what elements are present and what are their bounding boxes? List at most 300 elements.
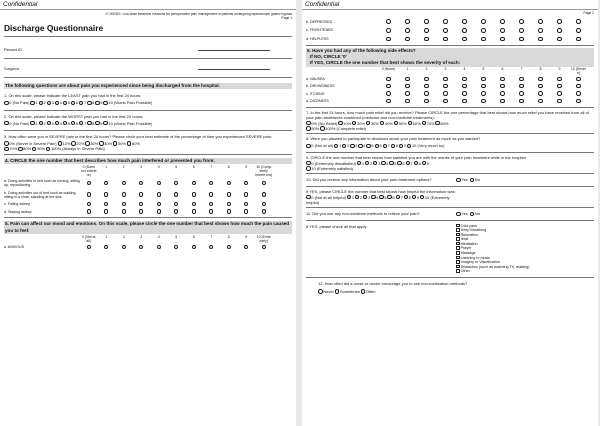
q4-radio[interactable] — [104, 181, 108, 185]
surgeon-input[interactable] — [198, 67, 270, 70]
q6-row-label-0: a. NAUSEA — [306, 76, 325, 81]
q7-label-0: 0% (No Relief) — [311, 120, 338, 126]
q5-cont-radio[interactable] — [462, 28, 466, 32]
q6-radio[interactable] — [462, 77, 466, 81]
q8-radio-1[interactable] — [334, 144, 338, 148]
q12-radio-1[interactable] — [335, 289, 339, 293]
q1-label-6: 6 — [75, 100, 79, 106]
q3-radio-6[interactable] — [127, 141, 131, 145]
q8-options[interactable] — [306, 143, 594, 149]
confidential-header: Confidential — [0, 0, 296, 10]
q10b-radio-1[interactable] — [347, 195, 351, 199]
q4-radio[interactable] — [209, 202, 213, 206]
checkbox[interactable] — [456, 242, 460, 246]
q1-radio-4[interactable] — [55, 101, 59, 105]
q5-cont-cell — [531, 19, 550, 24]
q6-radio[interactable] — [538, 84, 542, 88]
q5-cont-cell — [436, 28, 455, 33]
q1-radio-2[interactable] — [39, 101, 43, 105]
q5-cont-radio[interactable] — [576, 28, 580, 32]
q10b-text: If YES, please CIRCLE the number that best shows how helpful the information was: — [306, 188, 456, 194]
checkbox[interactable] — [456, 228, 460, 232]
checkbox[interactable] — [456, 269, 460, 273]
q5-radio[interactable] — [139, 245, 143, 249]
q4-cell — [98, 202, 116, 207]
q6-radio[interactable] — [519, 99, 523, 103]
q3-radio-1[interactable] — [58, 141, 62, 145]
q6-radio[interactable] — [538, 91, 542, 95]
q4-col-header-3: 3 — [140, 164, 143, 169]
q10b-label-7: 7 — [400, 194, 403, 200]
q11b-row — [306, 224, 594, 274]
q4-radio[interactable] — [174, 192, 178, 196]
q4-radio[interactable] — [174, 209, 178, 213]
q5-cont-cell — [455, 19, 474, 24]
q6-radio[interactable] — [481, 77, 485, 81]
q11-text: 11. Did you use any non-medicine methods to relieve your pain? — [306, 211, 420, 217]
q5-cont-cell — [455, 28, 474, 33]
q5-cont-radio[interactable] — [424, 19, 428, 23]
q8-radio-10[interactable] — [407, 144, 411, 148]
q6-col-header-10: 10 (Sever e) — [570, 66, 587, 75]
q5-cont-radio[interactable] — [557, 19, 561, 23]
q7-label-6: 60% — [412, 120, 421, 126]
q4-radio[interactable] — [227, 181, 231, 185]
q5-radio[interactable] — [104, 245, 108, 249]
q9-radio-7[interactable] — [406, 161, 410, 165]
q2-label-9: 9 — [100, 120, 103, 126]
q5-cont-cell — [512, 37, 531, 42]
q6-radio[interactable] — [576, 77, 580, 81]
q5-cont-radio[interactable] — [538, 28, 542, 32]
q4-radio[interactable] — [209, 181, 213, 185]
q5-col-header-10: 10 (Extre mely) — [256, 234, 271, 243]
q5-radio[interactable] — [122, 245, 126, 249]
q4-row-label-0: a. Doing activities in bed such as turning, sitting up, repositioning — [4, 178, 80, 188]
q7b-radio-1[interactable] — [320, 126, 324, 130]
q6-cell — [379, 77, 398, 82]
q2-label-5: 5 — [67, 120, 71, 126]
q5-radio[interactable] — [227, 245, 231, 249]
q4-radio[interactable] — [192, 181, 196, 185]
q4-cell — [220, 181, 238, 186]
q9-label-9: 9 — [426, 160, 429, 166]
q9-radio-4[interactable] — [381, 161, 385, 165]
q4-radio[interactable] — [87, 181, 91, 185]
q11b-checkboxes[interactable] — [456, 224, 529, 274]
q5-cont-radio[interactable] — [557, 37, 561, 41]
q8-label-8: 8 — [395, 143, 398, 149]
q9-radio-2[interactable] — [365, 161, 369, 165]
q10b-radio-10[interactable] — [420, 195, 424, 199]
q5-cont-cell — [379, 28, 398, 33]
q4-radio[interactable] — [87, 202, 91, 206]
q6-radio[interactable] — [519, 77, 523, 81]
q4-radio[interactable] — [122, 202, 126, 206]
q4-radio[interactable] — [192, 202, 196, 206]
q4-col-header-2: 2 — [122, 164, 125, 169]
q1-options[interactable] — [4, 100, 292, 106]
q4-radio[interactable] — [262, 209, 266, 213]
q6-radio[interactable] — [557, 84, 561, 88]
q4-radio[interactable] — [244, 209, 248, 213]
q5-cont-radio[interactable] — [386, 37, 390, 41]
q4-radio[interactable] — [244, 192, 248, 196]
q6-radio[interactable] — [424, 91, 428, 95]
checkbox[interactable] — [456, 251, 460, 255]
study-title: 17-000301: Low-dose ketamine infusions for perioperative pain management in patients undergoing laparoscopic gastric bypass — [105, 12, 292, 16]
q6-radio[interactable] — [386, 99, 390, 103]
q7-radio-5[interactable] — [394, 121, 398, 125]
q6-radio[interactable] — [405, 84, 409, 88]
q5-cont-radio[interactable] — [500, 19, 504, 23]
q4-radio[interactable] — [157, 209, 161, 213]
q4-radio[interactable] — [174, 202, 178, 206]
q6-radio[interactable] — [443, 91, 447, 95]
q6-cell — [493, 99, 512, 104]
q5-cont-radio[interactable] — [576, 19, 580, 23]
q5-cont-radio[interactable] — [405, 37, 409, 41]
q7-label-5: 50% — [398, 120, 407, 126]
q4-radio[interactable] — [122, 209, 126, 213]
q6-radio[interactable] — [462, 99, 466, 103]
q4-radio[interactable] — [227, 209, 231, 213]
q9-radio-8[interactable] — [414, 161, 418, 165]
q4-cell — [220, 202, 238, 207]
q6-radio[interactable] — [519, 84, 523, 88]
q5-cont-radio[interactable] — [538, 37, 542, 41]
q11b-option-label: Cold pack — [460, 223, 477, 228]
q6-radio[interactable] — [405, 91, 409, 95]
checkbox[interactable] — [456, 260, 460, 264]
q7-label-7: 70% — [426, 120, 435, 126]
q5-radio[interactable] — [244, 245, 248, 249]
q2-radio-8[interactable] — [87, 121, 91, 125]
q4-radio[interactable] — [122, 181, 126, 185]
q5-cont-radio[interactable] — [538, 19, 542, 23]
q5-row-label-0: a. ANXIOUS — [4, 245, 24, 250]
q9-radio-3[interactable] — [373, 161, 377, 165]
q6-if-yes: If YES, CIRCLE the one number that best shows the severity of each: — [310, 60, 461, 66]
q6-cell — [493, 77, 512, 82]
q10b-radio-2[interactable] — [355, 195, 359, 199]
q6-radio[interactable] — [386, 91, 390, 95]
q5-cont-radio[interactable] — [500, 28, 504, 32]
q4-radio[interactable] — [262, 192, 266, 196]
q5-cont-cell — [531, 28, 550, 33]
q5-cont-radio[interactable] — [576, 37, 580, 41]
q5-cont-radio[interactable] — [519, 37, 523, 41]
q4-cell — [238, 181, 256, 186]
q2-radio-4[interactable] — [55, 121, 59, 125]
q8-radio-2[interactable] — [342, 144, 346, 148]
q1-label-2: 2 — [43, 100, 46, 106]
q6-col-header-4: 4 — [463, 66, 466, 71]
q6-radio[interactable] — [557, 77, 561, 81]
q6-radio[interactable] — [443, 99, 447, 103]
q4-radio[interactable] — [122, 192, 126, 196]
record-id-field[interactable] — [4, 47, 292, 52]
q4-col-header-7: 7 — [210, 164, 213, 169]
q6-radio[interactable] — [500, 99, 504, 103]
q3b-radio-1[interactable] — [18, 147, 22, 151]
q1-radio-7[interactable] — [79, 101, 83, 105]
q9b-label-0: 10 (Extremely satisfied) — [311, 166, 354, 172]
q7-radio-4[interactable] — [380, 121, 384, 125]
q12-radio-2[interactable] — [361, 289, 365, 293]
q3-radio-5[interactable] — [113, 141, 117, 145]
q5-cont-radio[interactable] — [481, 28, 485, 32]
q5-cont-radio[interactable] — [443, 28, 447, 32]
q7-radio-2[interactable] — [352, 121, 356, 125]
q9-label-1: 1 — [361, 160, 365, 166]
q10b-radio-8[interactable] — [404, 195, 408, 199]
q10b-radio-9[interactable] — [412, 195, 416, 199]
q6-radio[interactable] — [538, 99, 542, 103]
q6-radio[interactable] — [424, 77, 428, 81]
q5-cont-radio[interactable] — [424, 37, 428, 41]
q7-options-b[interactable] — [306, 126, 594, 131]
q5-cont-cell — [493, 37, 512, 42]
q4-radio[interactable] — [244, 181, 248, 185]
q10-options[interactable]: Yes No — [456, 177, 481, 183]
q4-radio[interactable] — [139, 202, 143, 206]
q6-cell — [455, 91, 474, 96]
q2-options[interactable] — [4, 121, 292, 127]
q8-radio-6[interactable] — [375, 144, 379, 148]
q4-cell — [115, 209, 133, 214]
q6-radio[interactable] — [462, 91, 466, 95]
q6-cell — [474, 91, 493, 96]
q6-col-header-7: 7 — [520, 66, 523, 71]
q6-cell — [436, 91, 455, 96]
q10b-radio-4[interactable] — [371, 195, 375, 199]
q3-options-b[interactable] — [4, 146, 292, 151]
q1-radio-5[interactable] — [63, 101, 67, 105]
q4-cell — [238, 192, 256, 197]
q5-cont-radio[interactable] — [405, 28, 409, 32]
q5-col-header-9: 9 — [245, 234, 248, 239]
q5-cont-radio[interactable] — [500, 37, 504, 41]
q2-radio-9[interactable] — [95, 121, 99, 125]
q4-radio[interactable] — [209, 192, 213, 196]
checkbox[interactable] — [456, 233, 460, 237]
q5-radio[interactable] — [174, 245, 178, 249]
q4-radio[interactable] — [192, 209, 196, 213]
q2-radio-7[interactable] — [79, 121, 83, 125]
q1-radio-6[interactable] — [71, 101, 75, 105]
q8-radio-3[interactable] — [350, 144, 354, 148]
q5-cont-radio[interactable] — [386, 19, 390, 23]
checkbox[interactable] — [456, 224, 460, 228]
q5-cont-cell — [436, 37, 455, 42]
q6-radio[interactable] — [557, 99, 561, 103]
surgeon-field[interactable] — [4, 66, 292, 71]
q6-radio[interactable] — [386, 84, 390, 88]
q5-cont-radio[interactable] — [519, 19, 523, 23]
q6-radio[interactable] — [557, 91, 561, 95]
q5-cont-radio[interactable] — [519, 28, 523, 32]
q5-cont-radio[interactable] — [405, 19, 409, 23]
checkbox[interactable] — [456, 256, 460, 260]
q5-cont-radio[interactable] — [443, 37, 447, 41]
q5-col-header-5: 5 — [175, 234, 178, 239]
q11b-option-10[interactable] — [456, 269, 529, 274]
q5-cont-radio[interactable] — [462, 37, 466, 41]
q6-radio[interactable] — [576, 84, 580, 88]
q6-radio[interactable] — [443, 77, 447, 81]
q4-radio[interactable] — [139, 181, 143, 185]
q4-cell — [185, 202, 203, 207]
q6-radio[interactable] — [481, 99, 485, 103]
q7-radio-7[interactable] — [422, 121, 426, 125]
q6-radio[interactable] — [500, 77, 504, 81]
q7-label-1: 10% — [343, 120, 352, 126]
q10b-radio-7[interactable] — [396, 195, 400, 199]
q1-label-9: 9 — [100, 100, 103, 106]
q4-radio[interactable] — [227, 192, 231, 196]
q4-radio[interactable] — [87, 209, 91, 213]
q11b-option-label: Imagery or Visualization — [460, 260, 500, 265]
q8-radio-8[interactable] — [391, 144, 395, 148]
q7-radio-1[interactable] — [338, 121, 342, 125]
q4-cell — [80, 181, 98, 186]
q8-radio-9[interactable] — [399, 144, 403, 148]
q5-radio[interactable] — [192, 245, 196, 249]
q5-radio[interactable] — [87, 245, 91, 249]
q5-cont-cell — [512, 19, 531, 24]
q2-radio-2[interactable] — [39, 121, 43, 125]
q2-radio-3[interactable] — [47, 121, 51, 125]
q4-radio[interactable] — [87, 192, 91, 196]
q6-radio[interactable] — [386, 77, 390, 81]
q6-radio[interactable] — [462, 84, 466, 88]
q4-radio[interactable] — [139, 192, 143, 196]
q12-options[interactable] — [306, 289, 594, 295]
record-id-input[interactable] — [198, 48, 270, 51]
q4-cell — [220, 192, 238, 197]
q7-radio-3[interactable] — [366, 121, 370, 125]
q5-cont-row-label-1: c. FRIGHTENED — [306, 28, 334, 33]
q4-radio[interactable] — [139, 209, 143, 213]
q4-radio[interactable] — [104, 209, 108, 213]
q3b-radio-2[interactable] — [32, 147, 36, 151]
q5-cont-row-label-0: b. DEPRESSED — [306, 19, 333, 24]
section-intro: The following questions are about pain you experienced since being discharged from the hospital. — [4, 83, 292, 89]
q6-radio[interactable] — [481, 91, 485, 95]
q2-radio-6[interactable] — [71, 121, 75, 125]
q3-label-2: 20% — [76, 140, 85, 146]
q6-radio[interactable] — [576, 91, 580, 95]
q6-radio[interactable] — [500, 84, 504, 88]
q6-cell — [569, 77, 588, 82]
q4-grid — [4, 166, 292, 216]
q5-cont-radio[interactable] — [557, 28, 561, 32]
q4-col-header-9: 9 — [245, 164, 248, 169]
q6-cell — [512, 91, 531, 96]
q6-cell — [531, 99, 550, 104]
q5-cell — [220, 245, 238, 250]
q5-radio[interactable] — [262, 245, 266, 249]
q4-radio[interactable] — [157, 181, 161, 185]
checkbox[interactable] — [456, 246, 460, 250]
q5-cont-radio[interactable] — [443, 19, 447, 23]
q6-radio[interactable] — [576, 99, 580, 103]
q4-radio[interactable] — [174, 181, 178, 185]
q5-cell — [168, 245, 186, 250]
q5-cont-radio[interactable] — [386, 28, 390, 32]
q4-radio[interactable] — [209, 209, 213, 213]
q7-radio-6[interactable] — [408, 121, 412, 125]
checkbox[interactable] — [456, 237, 460, 241]
q4-radio[interactable] — [104, 202, 108, 206]
q5-cont-radio[interactable] — [462, 19, 466, 23]
q5-cont-cell — [417, 28, 436, 33]
q6-radio[interactable] — [405, 77, 409, 81]
surgeon-label: Surgeon — [4, 66, 20, 72]
q4-radio[interactable] — [244, 202, 248, 206]
q5-cell — [80, 245, 98, 250]
q6-cell — [417, 99, 436, 104]
q6-cell — [474, 84, 493, 89]
q8-label-6: 6 — [379, 143, 382, 149]
q4-col-header-5: 5 — [175, 164, 178, 169]
q9-options-b[interactable] — [306, 166, 594, 171]
q3-radio-4[interactable] — [99, 141, 103, 145]
q6-radio[interactable] — [538, 77, 542, 81]
q6-radio[interactable] — [519, 91, 523, 95]
q10b-radio-3[interactable] — [363, 195, 367, 199]
q6-radio[interactable] — [443, 84, 447, 88]
q1-radio-8[interactable] — [87, 101, 91, 105]
q6-cell — [398, 99, 417, 104]
q5-radio[interactable] — [209, 245, 213, 249]
q5-cont-radio[interactable] — [481, 19, 485, 23]
q11-options[interactable]: Yes No — [456, 211, 481, 217]
q4-radio[interactable] — [157, 192, 161, 196]
q3b-radio-3[interactable] — [46, 147, 50, 151]
q9-radio-1[interactable] — [357, 161, 361, 165]
q2-radio-5[interactable] — [63, 121, 67, 125]
q6-cell — [493, 84, 512, 89]
q5-radio[interactable] — [157, 245, 161, 249]
q6-radio[interactable] — [424, 84, 428, 88]
q6-cell — [531, 77, 550, 82]
q5-col-header-1: 1 — [105, 234, 108, 239]
q4-radio[interactable] — [104, 192, 108, 196]
checkbox[interactable] — [456, 265, 460, 269]
q4-radio[interactable] — [262, 202, 266, 206]
q4-row-label-1: b. Doing activities out of bed such as walking, sitting in a chair, standing at the sink — [4, 190, 77, 199]
q4-radio[interactable] — [192, 192, 196, 196]
q9-radio-9[interactable] — [422, 161, 426, 165]
q6-radio[interactable] — [405, 99, 409, 103]
q4-radio[interactable] — [262, 181, 266, 185]
q4-radio[interactable] — [157, 202, 161, 206]
q5-cont-radio[interactable] — [481, 37, 485, 41]
q6-radio[interactable] — [481, 84, 485, 88]
q8-label-9: 9 — [403, 143, 407, 149]
q6-radio[interactable] — [500, 91, 504, 95]
q1-radio-9[interactable] — [95, 101, 99, 105]
q4-radio[interactable] — [227, 202, 231, 206]
q6-radio[interactable] — [424, 99, 428, 103]
q5-col-header-8: 8 — [227, 234, 230, 239]
q1-radio-3[interactable] — [47, 101, 51, 105]
q5-cont-radio[interactable] — [424, 28, 428, 32]
q4-cell — [185, 192, 203, 197]
q8-radio-7[interactable] — [383, 144, 387, 148]
